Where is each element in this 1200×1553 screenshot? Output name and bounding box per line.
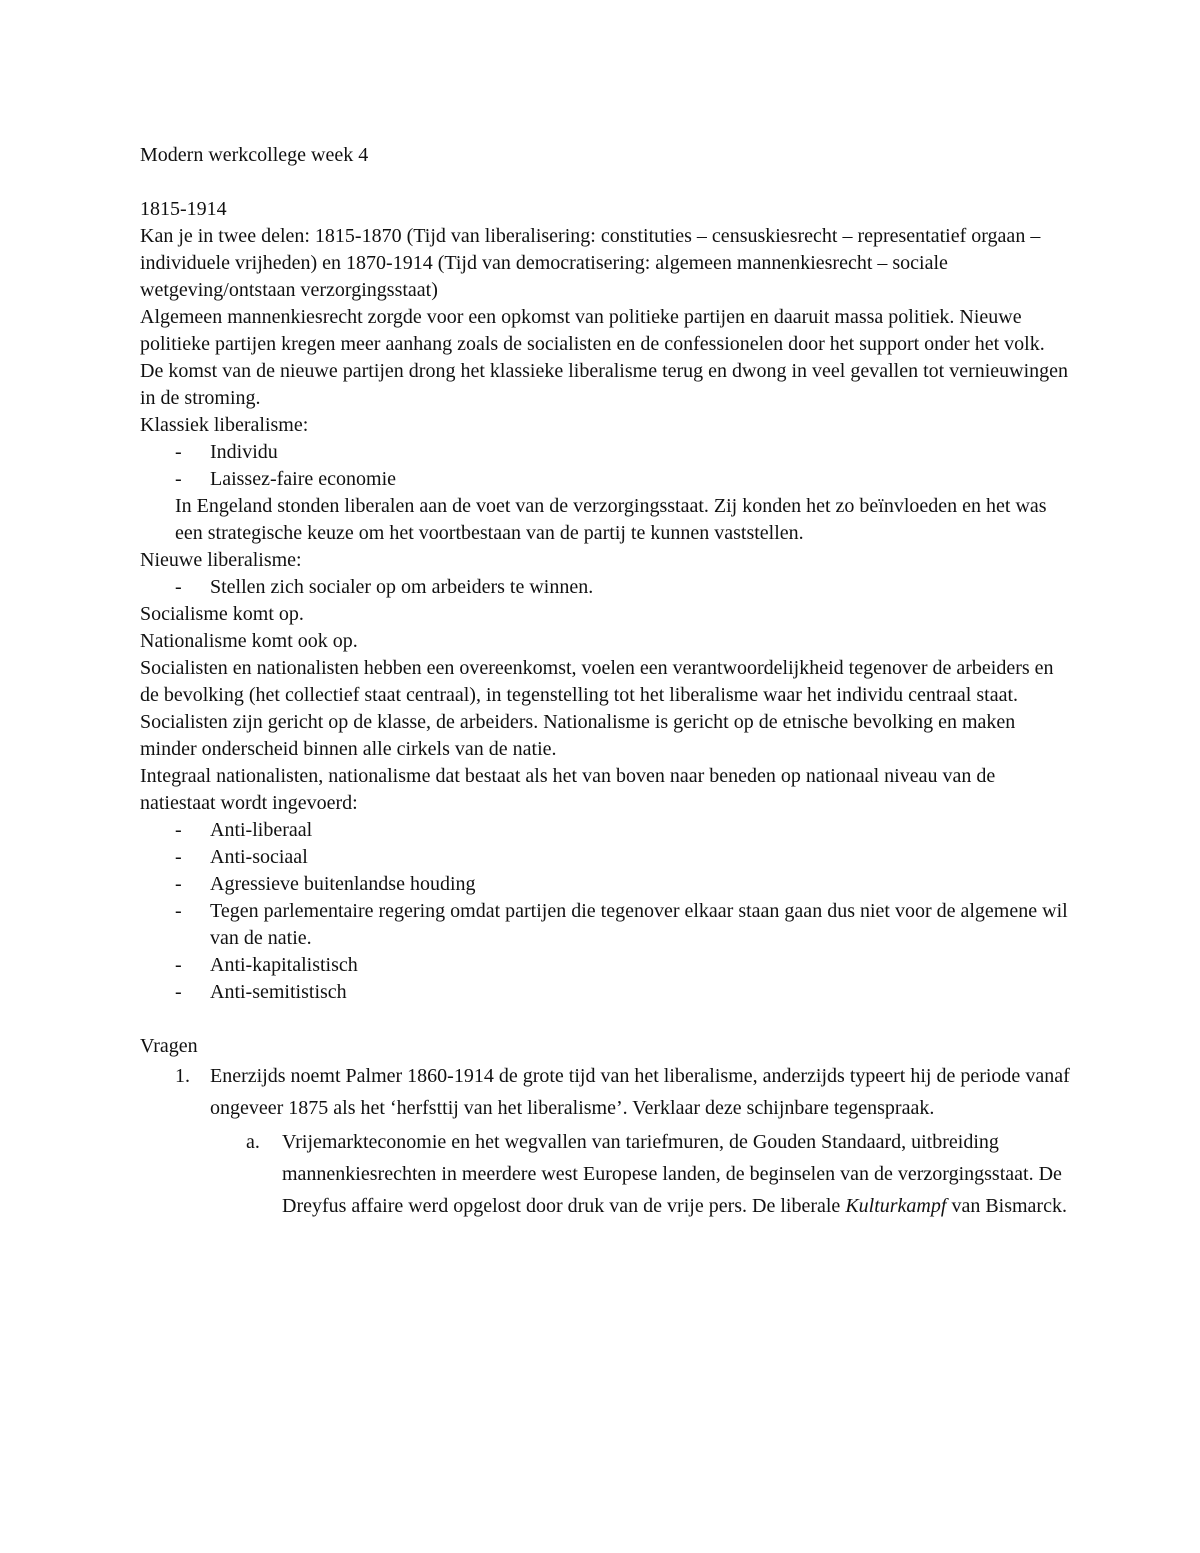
question-list — [140, 1060, 1070, 1222]
list-item: - Stellen zich socialer op om arbeiders te winnen. — [140, 574, 1070, 601]
answer-item — [140, 1126, 1070, 1222]
integraal-list — [140, 817, 1070, 1006]
list-item: - Anti-sociaal — [140, 844, 1070, 871]
list-item: - Anti-liberaal — [140, 817, 1070, 844]
overeenkomst-paragraph: Socialisten en nationalisten hebben een overeenkomst, voelen een verantwoordelijkheid tegenover de arbeiders en de bevolking (het collectief staat centraal), in tegenstelling tot het liberalisme waar het individu centraal staat. — [140, 657, 1054, 706]
list-item: - Individu — [140, 439, 1070, 466]
socialisme-line: Socialisme komt op. — [140, 603, 304, 625]
list-item: - Tegen parlementaire regering omdat partijen die tegenover elkaar staan gaan dus niet voor de algemene wil van de natie. — [140, 898, 1070, 952]
list-item: - Laissez-faire economie — [140, 466, 1070, 493]
klassiek-list — [140, 439, 1070, 493]
vragen-heading: Vragen — [140, 1035, 198, 1057]
mannenkiesrecht-paragraph: Algemeen mannenkiesrecht zorgde voor een opkomst van politieke partijen en daaruit massa politiek. Nieuwe politieke partijen kregen meer aanhang zoals de socialisten en de confessionelen door het support onder het volk. — [140, 306, 1045, 355]
document-page — [140, 142, 1070, 1222]
blank-line — [140, 1006, 1070, 1033]
komst-paragraph: De komst van de nieuwe partijen drong het klassieke liberalisme terug en dwong in veel gevallen tot vernieuwingen in de stroming. — [140, 360, 1069, 409]
integraal-heading: Integraal nationalisten, nationalisme dat bestaat als het van boven naar beneden op nationaal niveau van de natiestaat wordt ingevoerd: — [140, 765, 996, 814]
list-item: - Anti-semitistisch — [140, 979, 1070, 1006]
answer-text-start: Vrijemarkteconomie en het wegvallen van tariefmuren, de Gouden Standaard, uitbreiding mannenkiesrechten in meerdere west Europese landen, de beginselen van de verzorgingsstaat. De Dreyfus affaire werd opgelost door druk van de vrije pers. De liberale — [282, 1131, 1062, 1217]
document-title: Modern werkcollege week 4 — [140, 144, 369, 166]
period-line: 1815-1914 — [140, 198, 227, 220]
answer-letter: a. — [246, 1131, 260, 1153]
list-item: - Anti-kapitalistisch — [140, 952, 1070, 979]
intro-paragraph: Kan je in twee delen: 1815-1870 (Tijd van liberalisering: constituties – censuskiesrecht – representatief orgaan – individuele vrijheden) en 1870-1914 (Tijd van democratisering: algemeen mannenkiesrecht – sociale wetgeving/ontstaan verzorgingsstaat) — [140, 225, 1041, 301]
klassiek-heading: Klassiek liberalisme: — [140, 414, 309, 436]
nationalisme-line: Nationalisme komt ook op. — [140, 630, 358, 652]
answer-list — [210, 1126, 1070, 1222]
klassiek-note: In Engeland stonden liberalen aan de voet van de verzorgingsstaat. Zij konden het zo beïnvloeden en het was een strategische keuze om het voortbestaan van de partij te kunnen vaststellen. — [175, 495, 1047, 544]
klasse-paragraph: Socialisten zijn gericht op de klasse, de arbeiders. Nationalisme is gericht op de etnische bevolking en maken minder onderscheid binnen alle cirkels van de natie. — [140, 711, 1016, 760]
nieuw-list — [140, 574, 1070, 601]
answer-italic-term: Kulturkampf — [845, 1195, 947, 1217]
list-item: - Agressieve buitenlandse houding — [140, 871, 1070, 898]
question-item — [140, 1060, 1070, 1222]
question-text: Enerzijds noemt Palmer 1860-1914 de grote tijd van het liberalisme, anderzijds typeert hij de periode vanaf ongeveer 1875 als het ‘herfsttij van het liberalisme’. Verklaar deze schijnbare tegenspraak. — [210, 1065, 1070, 1119]
nieuw-heading: Nieuwe liberalisme: — [140, 549, 302, 571]
answer-text-end: van Bismarck. — [946, 1195, 1067, 1217]
question-number: 1. — [175, 1065, 190, 1087]
